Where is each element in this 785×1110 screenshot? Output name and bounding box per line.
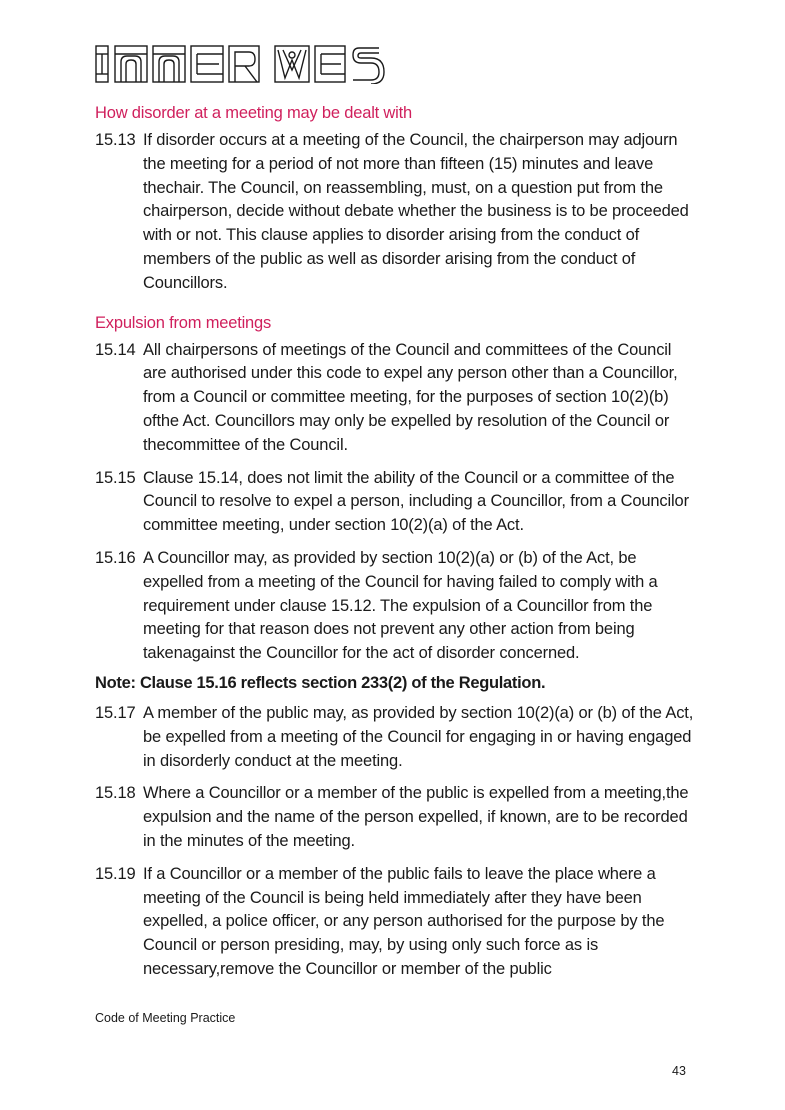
clause-15-18: [95, 782, 695, 853]
clause-15-14: [95, 339, 695, 458]
clause-number: 15.15: [95, 468, 136, 487]
clause-number: 15.19: [95, 864, 136, 883]
clause-text: If disorder occurs at a meeting of the Council, the chairperson may adjourn the meeting for a period of not more than fifteen (15) minutes and leave thechair. The Council, on reassembling, must, on a question put from the chairperson, decide without debate whether the business is to be proceeded with or not. This clause applies to disorder arising from the conduct of members of the public as well as disorder arising from the conduct of Councillors.: [143, 131, 689, 292]
clause-text: If a Councillor or a member of the public fails to leave the place where a meeting of the Council is being held immediately after they have been expelled, a police officer, or any person authorised for the purpose by the Council or person presiding, may, by using only such force as is necessary,remove the Councillor or member of the public: [143, 864, 665, 978]
clause-15-13: [95, 129, 695, 296]
clause-number: 15.16: [95, 548, 136, 567]
clause-number: 15.13: [95, 131, 136, 149]
clause-text: A member of the public may, as provided by section 10(2)(a) or (b) of the Act, be expelled from a meeting of the Council for engaging in or having engaged in disorderly conduct at the meeting.: [143, 703, 694, 770]
clause-number: 15.14: [95, 340, 136, 359]
clause-15-19: [95, 863, 695, 982]
clause-text: Clause 15.14, does not limit the ability of the Council or a committee of the Council to resolve to expel a person, including a Councillor, from a Councilor committee meeting, under section 10(2)(a) of the Act.: [143, 468, 689, 535]
section-heading-expulsion: Expulsion from meetings: [95, 313, 272, 332]
page-number: 43: [672, 1064, 686, 1078]
regulation-note: Note: Clause 15.16 reflects section 233(2) of the Regulation.: [95, 673, 546, 692]
clause-text: All chairpersons of meetings of the Council and committees of the Council are authorised under this code to expel any person other than a Councillor, from a Council or committee meeting, for the purposes of section 10(2)(b) ofthe Act. Councillors may only be expelled by resolution of the Council or thecommittee of the Council.: [143, 340, 678, 454]
inner-west-logo: [95, 44, 391, 84]
clause-number: 15.17: [95, 703, 136, 722]
clause-text: Where a Councillor or a member of the public is expelled from a meeting,the expulsion and the name of the person expelled, if known, are to be recorded in the minutes of the meeting.: [143, 784, 689, 850]
svg-text:INNER WEST: INNER WEST: [95, 44, 102, 45]
clause-15-16: [95, 547, 695, 666]
document-body: [95, 104, 695, 982]
clause-15-17: [95, 702, 695, 773]
footer-document-title: Code of Meeting Practice: [95, 1011, 236, 1025]
clause-text: A Councillor may, as provided by section 10(2)(a) or (b) of the Act, be expelled from a meeting of the Council for having failed to comply with a requirement under clause 15.12. The expulsion of a Councillor from the meeting for that reason does not prevent any other action from being takenagainst the Councillor for the act of disorder concerned.: [143, 548, 658, 663]
clause-number: 15.18: [95, 784, 136, 803]
clause-15-15: [95, 467, 695, 538]
section-heading-disorder: How disorder at a meeting may be dealt with: [95, 104, 412, 122]
